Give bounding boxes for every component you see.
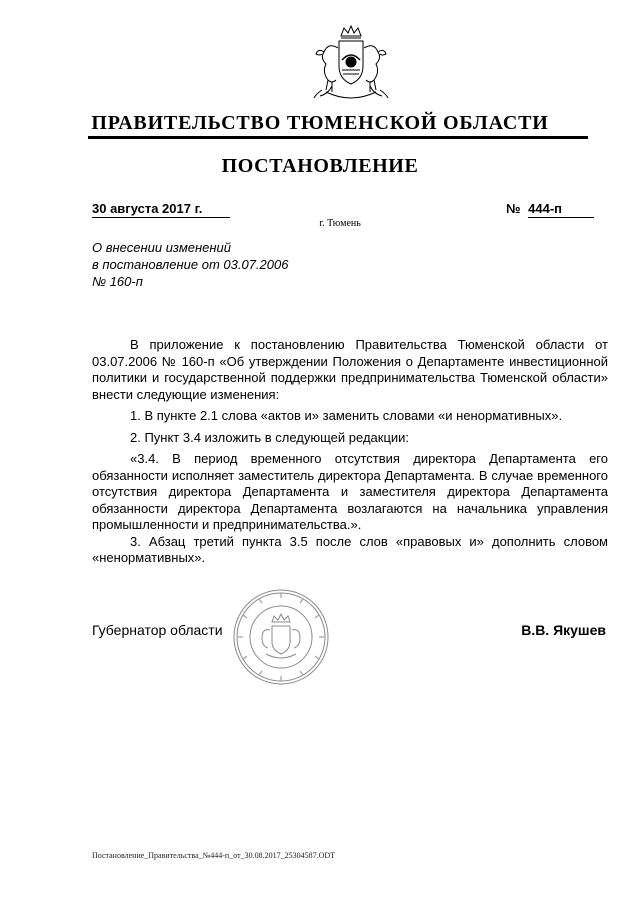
organization-title: ПРАВИТЕЛЬСТВО ТЮМЕНСКОЙ ОБЛАСТИ	[91, 112, 549, 134]
body-paragraph: 2. Пункт 3.4 изложить в следующей редакции:	[130, 429, 410, 445]
document-date: 30 августа 2017 г.	[92, 201, 230, 218]
document-type: ПОСТАНОВЛЕНИЕ	[221, 155, 419, 177]
body-paragraph: В приложение к постановлению Правительства Тюменской области от 03.07.2006 № 160-п «Об утверждении Положения о Департаменте инвестиционной политики и государственной поддержки предпринимательства Тюменской области» внести следующие изменения:	[92, 337, 608, 402]
signatory-title: Губернатор области	[92, 622, 223, 638]
subject-line: О внесении изменений	[92, 240, 231, 255]
body-paragraph: «3.4. В период временного отсутствия директора Департамента его обязанности исполняет заместитель директора Департамента. В случае временного отсутствия директора Департамента и заместителя директора Департамента обязанности директора Департамента возлагаются на начальника управления промышленности и предпринимательства.».	[92, 451, 608, 532]
number-label: №	[506, 201, 521, 216]
document-number: 444-п	[528, 201, 594, 218]
title-divider	[88, 136, 588, 139]
coat-of-arms-icon	[302, 24, 400, 104]
signatory-name: В.В. Якушев	[521, 622, 606, 638]
document-body	[92, 337, 608, 572]
subject-line: № 160-п	[92, 274, 143, 289]
body-paragraph: 1. В пункте 2.1 слова «актов и» заменить словами «и ненормативных».	[130, 408, 563, 423]
body-paragraph: 3. Абзац третий пункта 3.5 после слов «правовых и» дополнить словом «ненормативных».	[92, 533, 608, 565]
official-seal-stamp	[232, 588, 330, 686]
document-subject	[92, 239, 352, 290]
file-reference: Постановление_Правительства_№444-п_от_30.08.2017_25304587.ODT	[92, 851, 336, 860]
subject-line: в постановление от 03.07.2006	[92, 257, 289, 272]
city: г. Тюмень	[319, 218, 361, 229]
document-number-block	[506, 201, 594, 218]
